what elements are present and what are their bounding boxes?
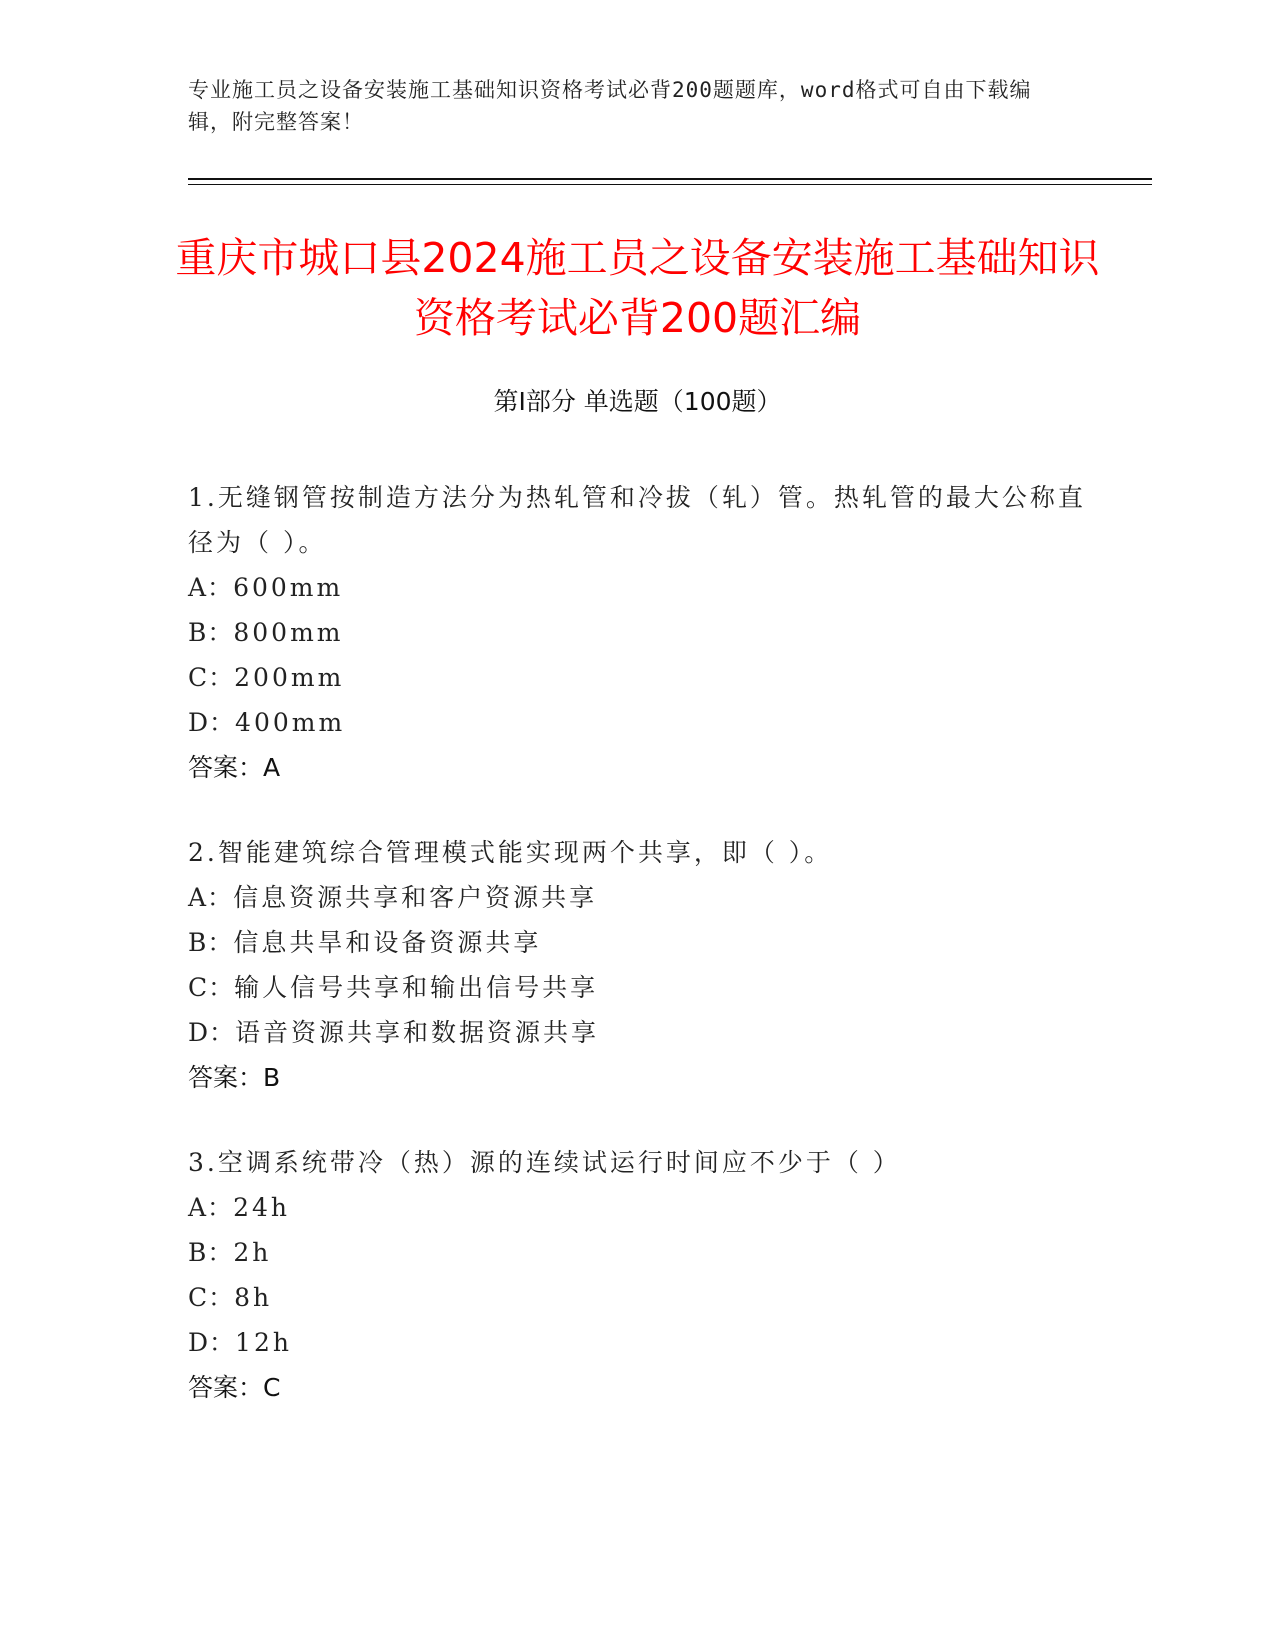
option-c bbox=[188, 655, 1088, 700]
document-title: 重庆市城口县2024施工员之设备安装施工基础知识资格考试必背200题汇编 bbox=[175, 234, 1100, 342]
option-text: 600mm bbox=[233, 573, 344, 602]
option-d bbox=[188, 1010, 1088, 1055]
header-note: 专业施工员之设备安装施工基础知识资格考试必背200题题库，word格式可自由下载编辑，附完整答案！ bbox=[188, 78, 1032, 134]
option-text: 2h bbox=[233, 1238, 272, 1267]
option-a bbox=[188, 1185, 1088, 1230]
option-letter: D： bbox=[188, 1328, 236, 1357]
question-3 bbox=[188, 1140, 1088, 1410]
option-letter: B： bbox=[188, 618, 234, 647]
answer-line: 答案：C bbox=[188, 1373, 281, 1402]
option-text: 信息资源共享和客户资源共享 bbox=[233, 883, 598, 912]
question-stem: 1.无缝钢管按制造方法分为热轧管和冷拔（轧）管。热轧管的最大公称直径为（ ）。 bbox=[188, 483, 1086, 557]
question-2 bbox=[188, 830, 1088, 1100]
option-text: 信息共旱和设备资源共享 bbox=[233, 928, 542, 957]
header-divider-thick bbox=[188, 178, 1152, 180]
answer-line: 答案：B bbox=[188, 1063, 281, 1092]
option-text: 8h bbox=[234, 1283, 273, 1312]
option-letter: D： bbox=[188, 708, 236, 737]
option-b bbox=[188, 610, 1088, 655]
question-stem: 2.智能建筑综合管理模式能实现两个共享，即（ ）。 bbox=[188, 838, 833, 867]
option-d bbox=[188, 700, 1088, 745]
header-divider-thin bbox=[188, 184, 1152, 185]
option-letter: D： bbox=[188, 1018, 236, 1047]
answer-line: 答案：A bbox=[188, 753, 281, 782]
option-text: 24h bbox=[233, 1193, 290, 1222]
option-letter: C： bbox=[188, 1283, 235, 1312]
option-letter: A： bbox=[188, 573, 234, 602]
option-letter: B： bbox=[188, 928, 234, 957]
option-text: 输人信号共享和输出信号共享 bbox=[234, 973, 599, 1002]
option-text: 800mm bbox=[233, 618, 344, 647]
option-b bbox=[188, 920, 1088, 965]
option-letter: C： bbox=[188, 663, 235, 692]
section-title: 第Ⅰ部分 单选题（100题） bbox=[493, 387, 782, 416]
question-1 bbox=[188, 475, 1088, 790]
option-letter: A： bbox=[188, 883, 234, 912]
option-text: 12h bbox=[235, 1328, 292, 1357]
option-b bbox=[188, 1230, 1088, 1275]
option-a bbox=[188, 875, 1088, 920]
option-text: 语音资源共享和数据资源共享 bbox=[235, 1018, 600, 1047]
option-d bbox=[188, 1320, 1088, 1365]
option-c bbox=[188, 1275, 1088, 1320]
option-letter: A： bbox=[188, 1193, 234, 1222]
option-text: 400mm bbox=[235, 708, 346, 737]
option-letter: B： bbox=[188, 1238, 234, 1267]
option-a bbox=[188, 565, 1088, 610]
option-letter: C： bbox=[188, 973, 235, 1002]
option-text: 200mm bbox=[234, 663, 345, 692]
option-c bbox=[188, 965, 1088, 1010]
question-stem: 3.空调系统带冷（热）源的连续试运行时间应不少于（ ） bbox=[188, 1148, 901, 1177]
question-list bbox=[188, 475, 1088, 1450]
